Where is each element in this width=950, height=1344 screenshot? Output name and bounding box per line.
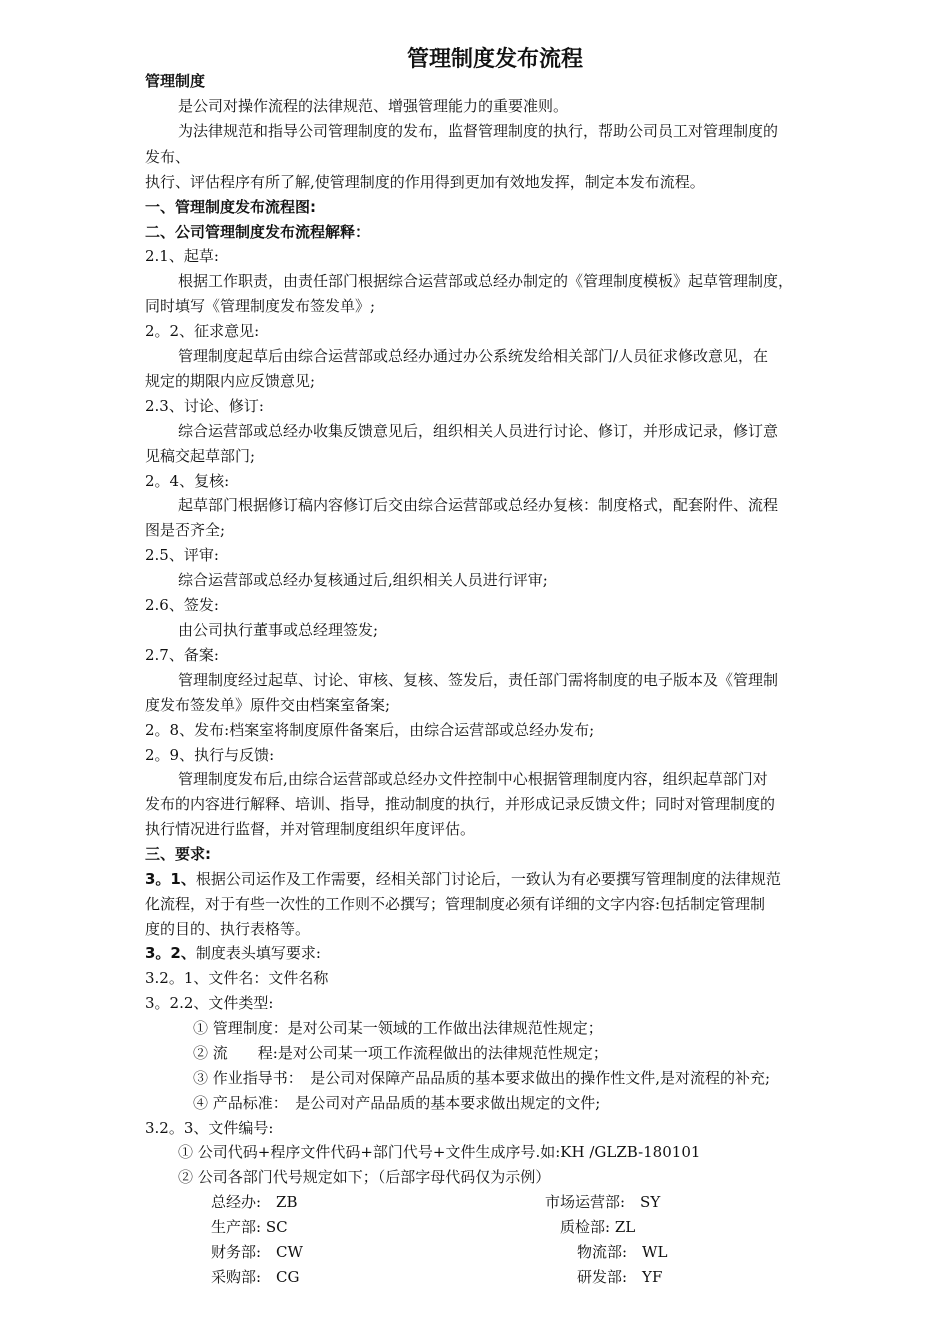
dept-code: 采购部: CG [211, 1268, 300, 1286]
type-item: ② 流 程:是对公司某一项工作流程做出的法律规范性规定； [193, 1044, 608, 1062]
step-text: 执行情况进行监督，并对管理制度组织年度评估。 [145, 820, 476, 838]
type-item: ① 管理制度：是对公司某一领域的工作做出法律规范性规定； [193, 1019, 603, 1037]
step-text: 度发布签发单》原件交由档案室备案; [145, 696, 391, 714]
requirement-line: 根据公司运作及工作需要，经相关部门讨论后，一致认为有必要撰写管理制度的法律规范 [195, 870, 781, 888]
step-text: 综合运营部或总经办收集反馈意见后，组织相关人员进行讨论、修订，并形成记录，修订意 [178, 422, 779, 440]
sub-requirement: 3.2。3、文件编号: [145, 1119, 274, 1137]
step-heading: 2.3、讨论、修订: [145, 397, 264, 415]
type-item: ③ 作业指导书： 是公司对保障产品品质的基本要求做出的操作性文件,是对流程的补充; [193, 1069, 771, 1087]
dept-code: 财务部: CW [211, 1243, 303, 1261]
page-title: 管理制度发布流程 [406, 47, 583, 72]
requirement-text [145, 869, 781, 889]
intro-paragraph: 发布、 [145, 148, 191, 166]
step-text: 见稿交起草部门; [145, 447, 256, 465]
step-heading: 2.7、备案: [145, 646, 219, 664]
step-text: 发布的内容进行解释、培训、指导，推动制度的执行，并形成记录反馈文件；同时对管理制度的 [145, 795, 776, 813]
step-text: 综合运营部或总经办复核通过后,组织相关人员进行评审; [178, 571, 548, 589]
intro-heading: 管理制度 [145, 72, 206, 90]
dept-code: 研发部: YF [577, 1268, 663, 1286]
intro-paragraph: 执行、评估程序有所了解,使管理制度的作用得到更加有效地发挥，制定本发布流程。 [145, 173, 705, 191]
dept-code: 市场运营部: SY [545, 1193, 661, 1211]
dept-code: 总经办: ZB [211, 1193, 298, 1211]
dept-code: 生产部: SC [211, 1218, 288, 1236]
step-text: 图是否齐全; [145, 521, 226, 539]
dept-code: 物流部: WL [577, 1243, 668, 1261]
sub-requirement: 3.2。1、文件名：文件名称 [145, 969, 329, 987]
step-text: 同时填写《管理制度发布签发单》; [145, 297, 376, 315]
requirement-line: 制度表头填写要求: [195, 944, 321, 962]
step-heading: 2.5、评审: [145, 546, 219, 564]
section-heading: 二、公司管理制度发布流程解释： [145, 223, 371, 241]
intro-paragraph: 是公司对操作流程的法律规范、增强管理能力的重要准则。 [178, 97, 569, 115]
section-heading: 三、要求: [145, 845, 211, 863]
step-heading: 2.1、起草: [145, 247, 219, 265]
step-heading: 2。8、发布:档案室将制度原件备案后，由综合运营部或总经办发布; [145, 721, 595, 739]
step-heading: 2。9、执行与反馈: [145, 746, 275, 764]
section-heading: 一、管理制度发布流程图: [145, 198, 316, 216]
requirement-number: 3。2、 [145, 944, 196, 962]
step-text: 规定的期限内应反馈意见; [145, 372, 316, 390]
sub-requirement: 3。2.2、文件类型: [145, 994, 274, 1012]
code-item: ② 公司各部门代号规定如下；（后部字母代码仅为示例） [178, 1168, 551, 1186]
intro-paragraph: 为法律规范和指导公司管理制度的发布，监督管理制度的执行，帮助公司员工对管理制度的 [178, 122, 779, 140]
step-heading: 2。4、复核: [145, 472, 230, 490]
step-text: 起草部门根据修订稿内容修订后交由综合运营部或总经办复核：制度格式，配套附件、流程 [178, 496, 779, 514]
requirement-number: 3。1、 [145, 870, 196, 888]
requirement-text [145, 943, 321, 963]
step-text: 由公司执行董事或总经理签发; [178, 621, 379, 639]
step-text: 管理制度经过起草、讨论、审核、复核、签发后，责任部门需将制度的电子版本及《管理制 [178, 671, 779, 689]
code-item: ① 公司代码+程序文件代码+部门代号+文件生成序号.如:KH /GLZB-180101 [178, 1143, 701, 1161]
step-text: 根据工作职责，由责任部门根据综合运营部或总经办制定的《管理制度模板》起草管理制度， [178, 272, 794, 290]
dept-code: 质检部: ZL [560, 1218, 636, 1236]
step-text: 管理制度起草后由综合运营部或总经办通过办公系统发给相关部门/人员征求修改意见，在 [178, 347, 769, 365]
requirement-text: 化流程，对于有些一次性的工作则不必撰写；管理制度必须有详细的文字内容:包括制定管理制 [145, 895, 766, 913]
step-heading: 2.6、签发: [145, 596, 219, 614]
requirement-text: 度的目的、执行表格等。 [145, 920, 311, 938]
step-heading: 2。2、征求意见: [145, 322, 260, 340]
step-text: 管理制度发布后,由综合运营部或总经办文件控制中心根据管理制度内容，组织起草部门对 [178, 770, 768, 788]
type-item: ④ 产品标准： 是公司对产品品质的基本要求做出规定的文件; [193, 1094, 601, 1112]
